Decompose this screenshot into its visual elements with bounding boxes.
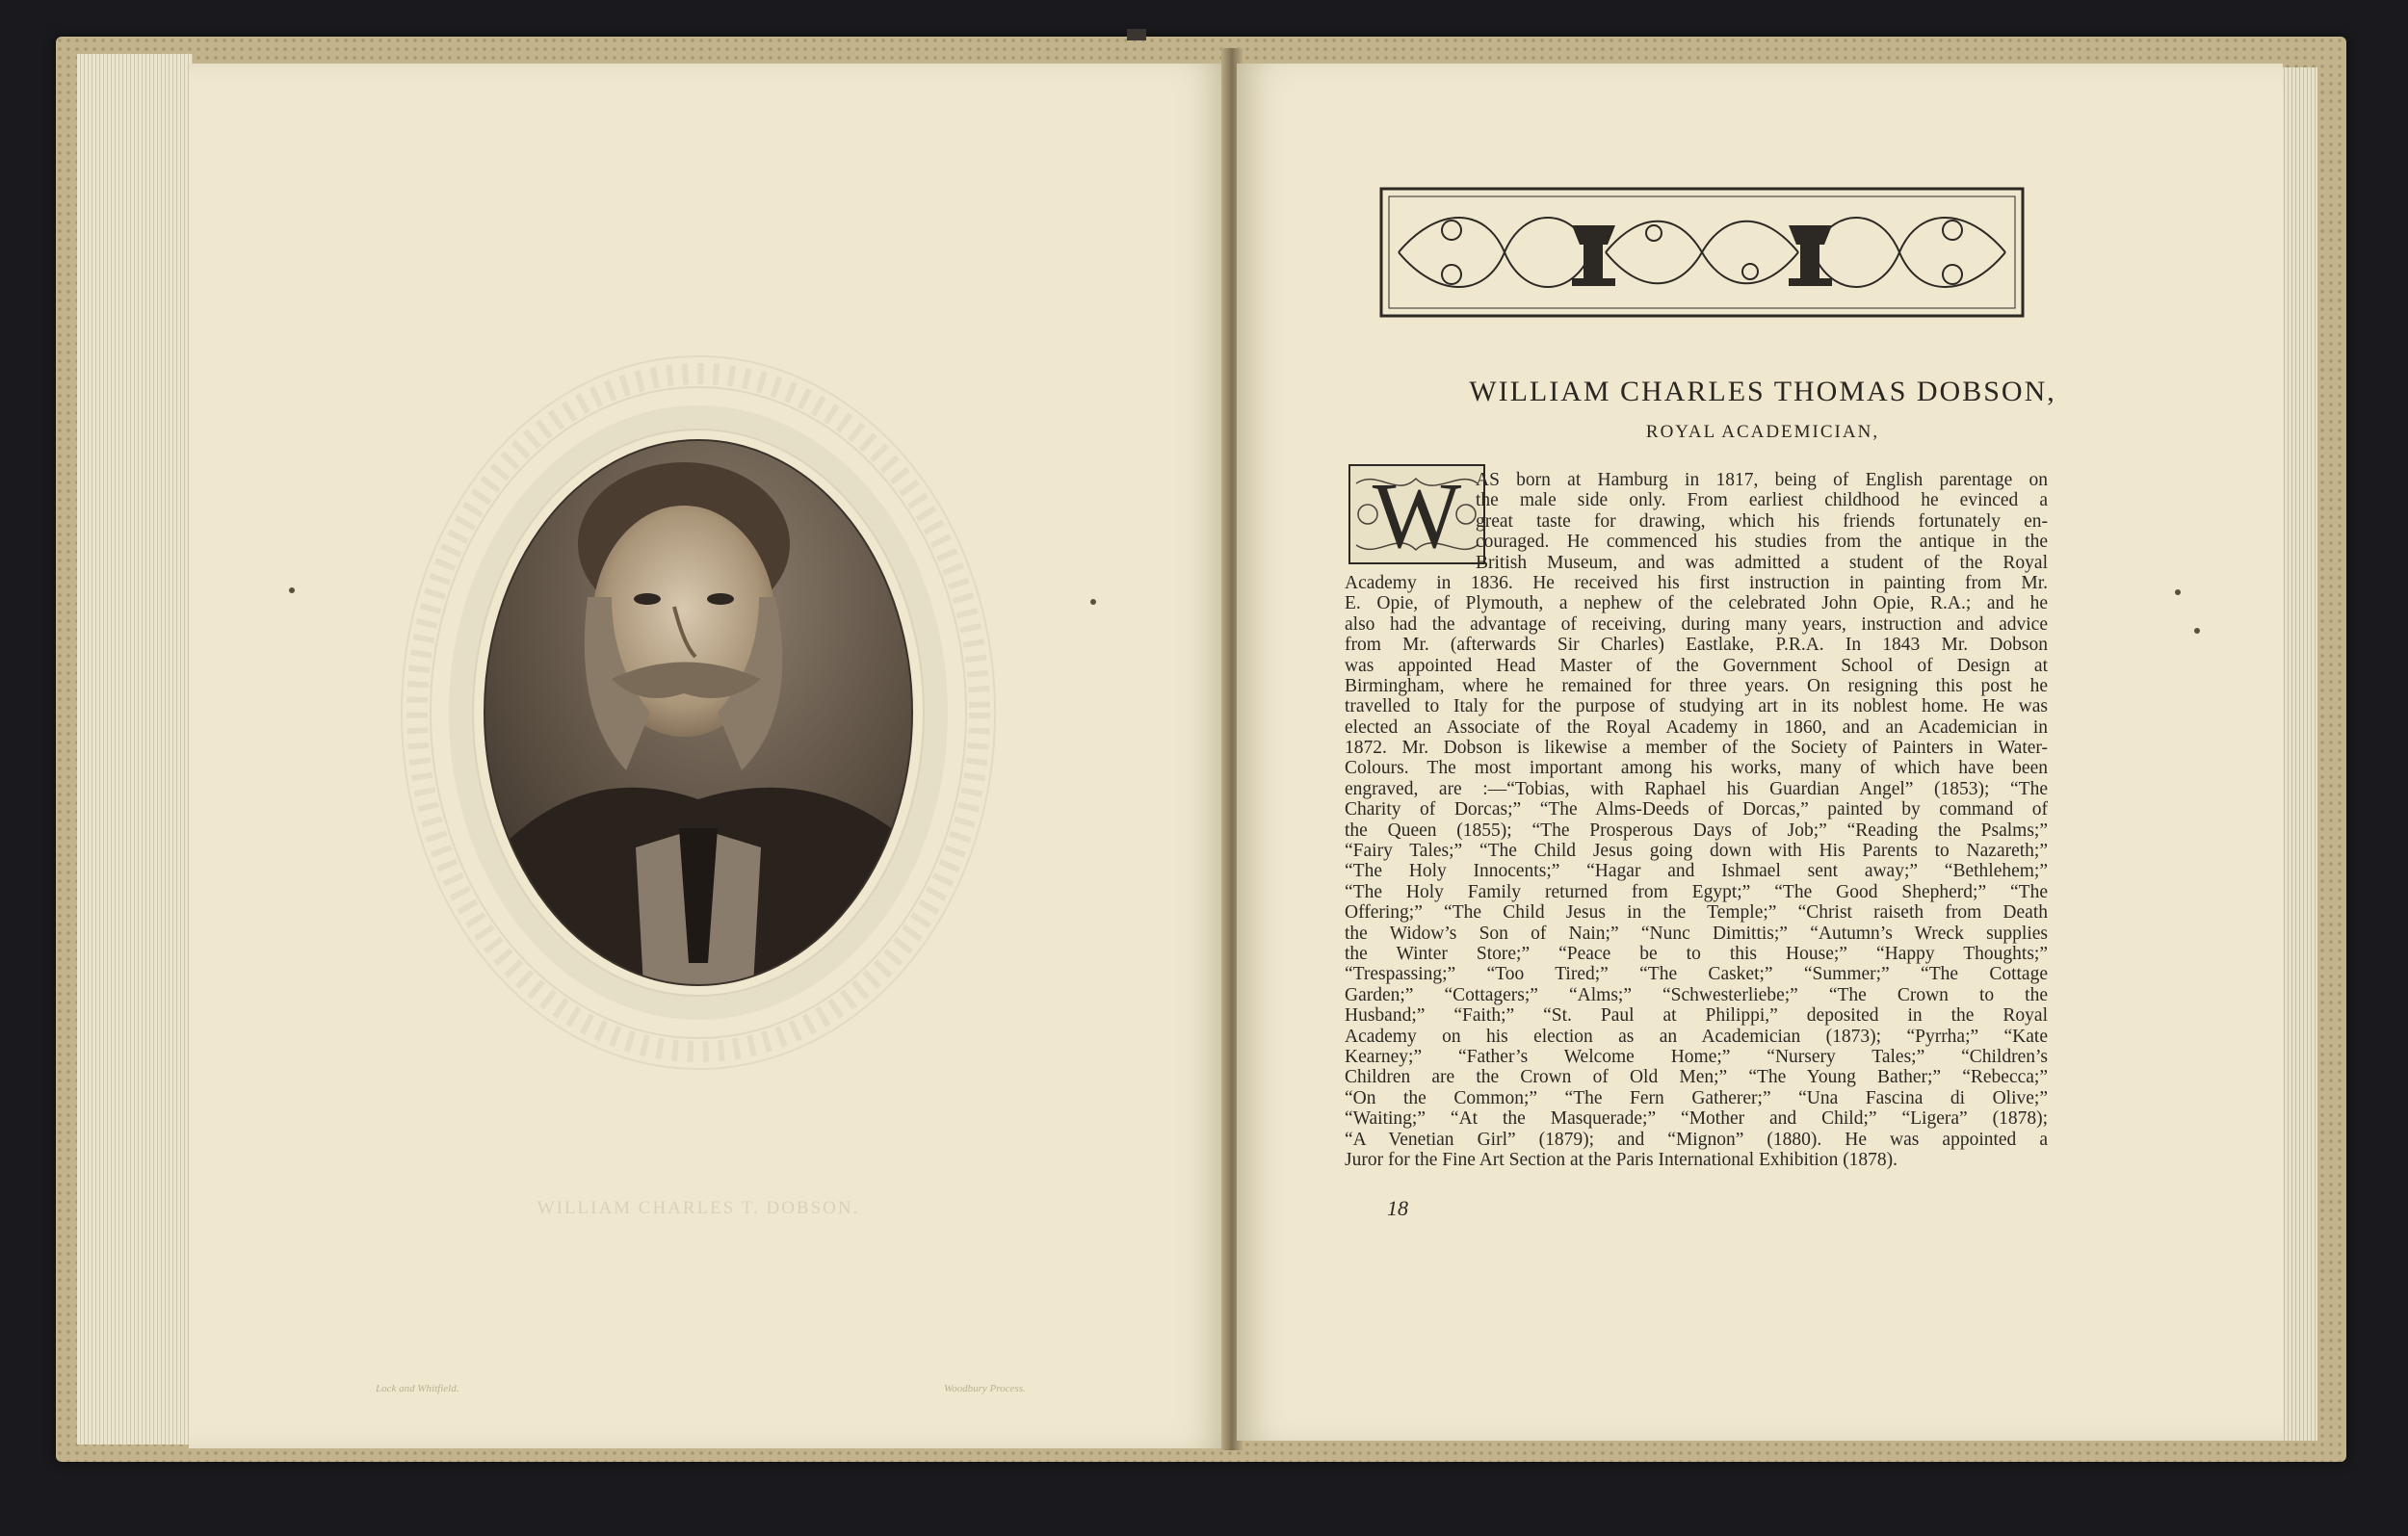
text-line: also had the advantage of receiving, during many years, instruction and advice [1345,613,2048,635]
process-credit: Woodbury Process. [944,1383,1026,1394]
text-line: elected an Associate of the Royal Academy in 1860, and an Academician in [1345,716,2048,738]
spine-top [1127,29,1146,40]
biography-title: WILLIAM CHARLES THOMAS DOBSON, [1469,376,2056,407]
text-line: was appointed Head Master of the Government School of Design at [1345,655,2048,676]
text-line: travelled to Italy for the purpose of studying art in its noblest home. He was [1345,696,2048,717]
text-line: Juror for the Fine Art Section at the Paris International Exhibition (1878). [1345,1149,1898,1170]
ornamental-headpiece [1379,187,2025,318]
text-line: AS born at Hamburg in 1817, being of English parentage on [1476,470,2048,490]
text-line: the Widow’s Son of Nain;” “Nunc Dimittis;” “Autumn’s Wreck supplies [1345,923,2048,944]
text-line: great taste for drawing, which his friends fortunately en- [1476,510,2048,532]
paper-speck [289,587,295,593]
text-line: Academy in 1836. He received his first instruction in painting from Mr. [1345,572,2048,593]
text-line: “Trespassing;” “Too Tired;” “The Casket;” “Summer;” “The Cottage [1345,964,2048,985]
text-line: Kearney;” “Father’s Welcome Home;” “Nursery Tales;” “Children’s [1345,1046,2048,1067]
paper-speck [2175,589,2181,595]
text-line: “The Holy Innocents;” “Hagar and Ishmael sent away;” “Bethlehem;” [1345,861,2048,882]
text-line: “On the Common;” “The Fern Gatherer;” “Una Fascina di Olive;” [1345,1087,2048,1108]
drop-cap-letter: W [1372,464,1462,564]
text-line: the Winter Store;” “Peace be to this House;” “Happy Thoughts;” [1345,943,2048,964]
text-line: Husband;” “Faith;” “St. Paul at Philippi,” deposited in the Royal [1345,1005,2048,1027]
text-line: Children are the Crown of Old Men;” “The Young Bather;” “Rebecca;” [1345,1067,2048,1088]
portrait-frame [395,347,1002,1079]
text-line: Birmingham, where he remained for three years. On resigning this post he [1345,675,2048,696]
biography-subtitle: ROYAL ACADEMICIAN, [1645,422,1880,442]
paper-speck [1090,599,1096,605]
text-line: Offering;” “The Child Jesus in the Temple;” “Christ raiseth from Death [1345,902,2048,924]
photographer-credit: Lock and Whitfield. [376,1383,459,1394]
text-line: Colours. The most important among his works, many of which have been [1345,758,2048,779]
text-line: couraged. He commenced his studies from the antique in the [1476,532,2048,553]
text-line: the Queen (1855); “The Prosperous Days of Job;” “Reading the Psalms;” [1345,820,2048,841]
portrait-photograph [395,347,1002,1079]
text-line: “A Venetian Girl” (1879); and “Mignon” (1880). He was appointed a [1345,1129,2048,1150]
biography-text [1345,470,2048,1170]
text-line: “The Holy Family returned from Egypt;” “The Good Shepherd;” “The [1345,881,2048,902]
text-line: “Waiting;” “At the Masquerade;” “Mother and Child;” “Ligera” (1878); [1345,1108,2048,1130]
text-line: Garden;” “Cottagers;” “Alms;” “Schwesterliebe;” “The Crown to the [1345,984,2048,1005]
text-line: from Mr. (afterwards Sir Charles) Eastlake, P.R.A. In 1843 Mr. Dobson [1345,635,2048,656]
text-line: Charity of Dorcas;” “The Alms-Deeds of Dorcas,” painted by command of [1345,799,2048,820]
text-line: “Fairy Tales;” “The Child Jesus going down with His Parents to Nazareth;” [1345,841,2048,862]
text-line: 1872. Mr. Dobson is likewise a member of the Society of Painters in Water- [1345,738,2048,759]
text-line: British Museum, and was admitted a student of the Royal [1476,552,2048,573]
page-number: 18 [1387,1196,1408,1220]
portrait-caption: WILLIAM CHARLES T. DOBSON. [537,1198,860,1218]
text-line: E. Opie, of Plymouth, a nephew of the celebrated John Opie, R.A.; and he [1345,593,2048,614]
text-line: Academy on his election as an Academician (1873); “Pyrrha;” “Kate [1345,1026,2048,1047]
paper-speck [2194,628,2200,634]
left-page-edges [77,54,193,1445]
text-line: engraved, are :—“Tobias, with Raphael his Guardian Angel” (1853); “The [1345,778,2048,799]
text-line: the male side only. From earliest childhood he evinced a [1476,490,2048,511]
